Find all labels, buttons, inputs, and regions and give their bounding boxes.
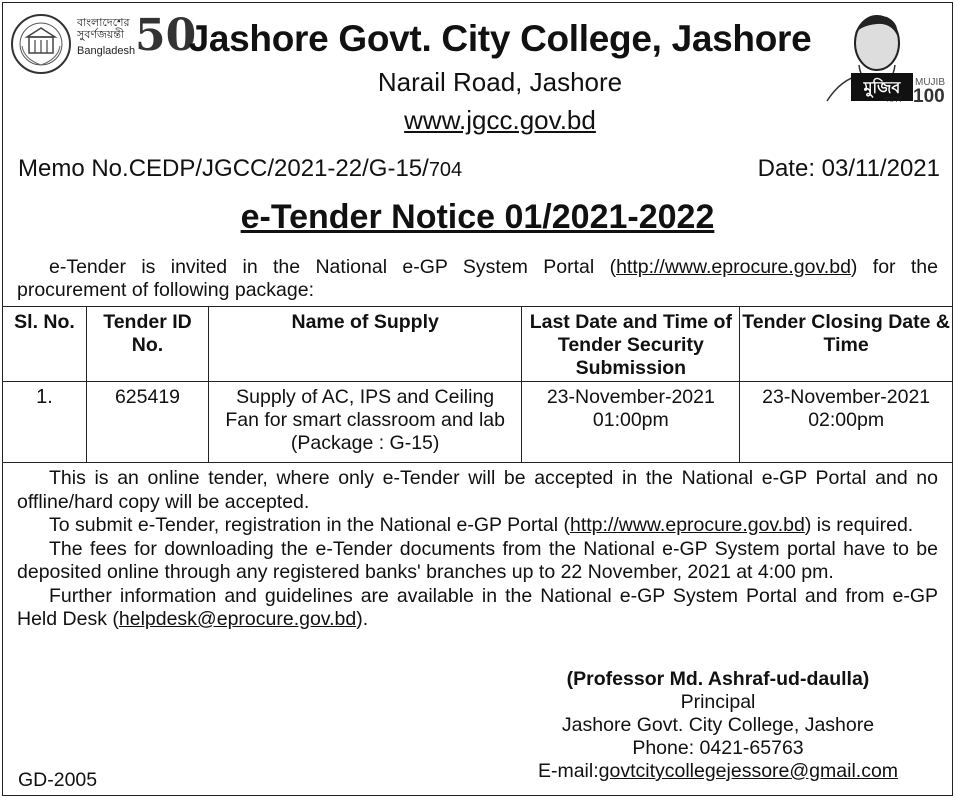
cell-closing-date: 23-November-2021 02:00pm: [740, 382, 952, 463]
mujib-text: MUJIB: [915, 77, 945, 88]
eprocure-registration-link[interactable]: http://www.eprocure.gov.bd: [569, 514, 805, 536]
mujib-100-logo: [821, 9, 953, 105]
mujib-bengali-text: মুজিব: [863, 78, 901, 97]
cell-tender-id: 625419: [87, 382, 209, 463]
signature-block: [493, 668, 943, 783]
eprocure-link[interactable]: http://www.eprocure.gov.bd: [616, 256, 851, 278]
college-name: Jashore Govt. City College, Jashore: [188, 18, 812, 59]
helpdesk-email-link[interactable]: helpdesk@eprocure.gov.bd: [118, 608, 357, 630]
paragraph-registration: To submit e-Tender, registration in the National e-GP Portal (http://www.eprocure.gov.bd) is required.: [49, 514, 914, 536]
college-seal-logo: [10, 13, 72, 75]
signatory-email-link[interactable]: govtcitycollegejessore@gmail.com: [598, 760, 899, 782]
college-address: Narail Road, Jashore: [377, 67, 623, 97]
header-sl-no: Sl. No.: [3, 307, 87, 382]
bd50-line1: বাংলাদেশের: [77, 17, 130, 29]
memo-number-text: Memo No.CEDP/JGCC/2021-22/G-15/: [18, 155, 429, 182]
paragraph-fees: The fees for downloading the e-Tender documents from the National e-GP System portal have to be deposited online through any registered banks' branches up to 22 November, 2021 at 4:00 pm.: [17, 537, 938, 583]
header-security-submission: Last Date and Time of Tender Security Submission: [522, 307, 740, 382]
signatory-name: (Professor Md. Ashraf-ud-daulla): [566, 668, 870, 690]
tender-table: [3, 306, 952, 463]
college-website[interactable]: www.jgcc.gov.bd: [404, 105, 596, 135]
mujib-bengali-sub: শতবর্ষ: [884, 96, 902, 104]
terms-section: [17, 467, 938, 632]
header-tender-id: Tender ID No.: [87, 307, 209, 382]
cell-sl-no: 1.: [3, 382, 87, 463]
header-closing-date: Tender Closing Date & Time: [740, 307, 952, 382]
bd50-label: Bangladesh: [77, 45, 136, 57]
paragraph-further-info: Further information and guidelines are available in the National e-GP System Portal and from e-GP Held Desk (helpdesk@eprocure.gov.bd).: [17, 584, 938, 630]
signatory-phone: Phone: 0421-65763: [632, 737, 804, 759]
table-header-row: [3, 307, 952, 382]
cell-name-of-supply: Supply of AC, IPS and Ceiling Fan for smart classroom and lab (Package : G-15): [208, 382, 521, 463]
intro-paragraph: e-Tender is invited in the National e-GP System Portal (http://www.eprocure.gov.bd) for the procurement of following package:: [17, 256, 938, 301]
signatory-email: E-mail:govtcitycollegejessore@gmail.com: [537, 760, 899, 782]
gd-code: GD-2005: [18, 769, 98, 791]
signatory-institution: Jashore Govt. City College, Jashore: [561, 714, 875, 736]
tender-notice-page: [2, 2, 953, 796]
signatory-title: Principal: [680, 691, 756, 713]
bd50-number: 50: [135, 10, 197, 61]
table-row: [3, 382, 952, 463]
memo-number: [18, 154, 462, 185]
paragraph-online-tender: This is an online tender, where only e-Tender will be accepted in the National e-GP Portal and no offline/hard copy will be accepted.: [17, 467, 938, 513]
header-name-of-supply: Name of Supply: [208, 307, 521, 382]
memo-date: Date: 03/11/2021: [757, 155, 940, 182]
bd50-line2: সুবর্ণজয়ন্তী: [77, 29, 125, 41]
mujib-number: 100: [913, 86, 945, 105]
memo-handwritten-number: 704: [428, 159, 463, 181]
cell-security-submission: 23-November-2021 01:00pm: [522, 382, 740, 463]
notice-title: e-Tender Notice 01/2021-2022: [240, 198, 715, 236]
